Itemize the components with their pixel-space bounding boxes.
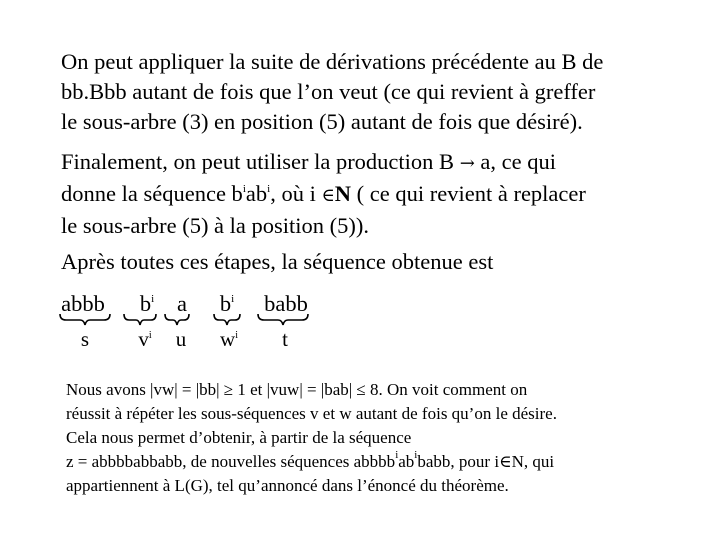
- superscript-i: i: [242, 183, 246, 195]
- naturals-symbol: N: [334, 181, 352, 206]
- segment-u: a: [177, 291, 187, 316]
- arrow-symbol: →: [459, 153, 475, 174]
- underbrace-w: [214, 314, 240, 325]
- p2-text-f: ( ce qui revient à replacer: [351, 181, 586, 206]
- label-w: $w^i$: [220, 327, 238, 351]
- superscript-i: i: [395, 449, 399, 461]
- p4-text-4b: ab: [398, 452, 415, 471]
- segment-v: $b^i$: [139, 291, 155, 316]
- p4-line5: appartiennent à L(G), tel qu’annoncé dans l’énoncé du théorème.: [66, 476, 509, 495]
- p4-line3: Cela nous permet d’obtenir, à partir de la séquence: [66, 428, 412, 447]
- underbrace-u: [165, 314, 189, 325]
- element-of-symbol: ∈: [321, 185, 335, 206]
- superscript-i: i: [267, 183, 271, 195]
- ge-symbol: ≥: [223, 380, 234, 399]
- paragraph-conclusion: [66, 378, 686, 498]
- underbrace-t: [258, 314, 308, 325]
- label-t: t: [282, 327, 288, 351]
- p4-text-1a: Nous avons |vw| = |bb|: [66, 380, 224, 399]
- p1-line1: On peut appliquer la suite de dérivations précédente au B de: [61, 49, 604, 74]
- p4-text-4c: babb, pour i: [417, 452, 500, 471]
- p2-text-c: donne la séquence b: [61, 181, 243, 206]
- underbrace-v: [124, 314, 156, 325]
- p2-text-e: , où i: [270, 181, 322, 206]
- element-of-symbol: ∈: [499, 452, 512, 471]
- paragraph-sequence-intro: Après toutes ces étapes, la séquence obtenue est: [61, 249, 494, 274]
- p2-line3: le sous-arbre (5) à la position (5)).: [61, 213, 370, 238]
- p4-line2: réussit à répéter les sous-séquences v et w autant de fois qu’on le désire.: [66, 404, 557, 423]
- p4-text-1b: 1 et |vuw| = |bab|: [233, 380, 357, 399]
- label-v: $v^i$: [138, 327, 152, 351]
- p1-line3: le sous-arbre (3) en position (5) autant de fois que désiré).: [61, 109, 583, 134]
- le-symbol: ≤: [356, 380, 366, 399]
- underbrace-s: [60, 314, 110, 325]
- p4-text-4d: N, qui: [511, 452, 555, 471]
- p2-text-d: ab: [245, 181, 268, 206]
- superscript-i: i: [414, 449, 418, 461]
- label-u: u: [175, 327, 187, 351]
- segment-t: babb: [264, 291, 308, 316]
- segment-w: $b^i$: [219, 291, 235, 316]
- p2-text-a: Finalement, on peut utiliser la production B: [61, 149, 460, 174]
- p4-text-4a: z = abbbbabbabb, de nouvelles séquences abbbb: [66, 452, 396, 471]
- p4-text-1c: 8. On voit comment on: [365, 380, 528, 399]
- segment-s: abbb: [61, 291, 105, 316]
- label-s: s: [80, 327, 90, 351]
- p2-text-b: a, ce qui: [474, 149, 556, 174]
- p1-line2: bb.Bbb autant de fois que l’on veut (ce qui revient à greffer: [61, 79, 596, 104]
